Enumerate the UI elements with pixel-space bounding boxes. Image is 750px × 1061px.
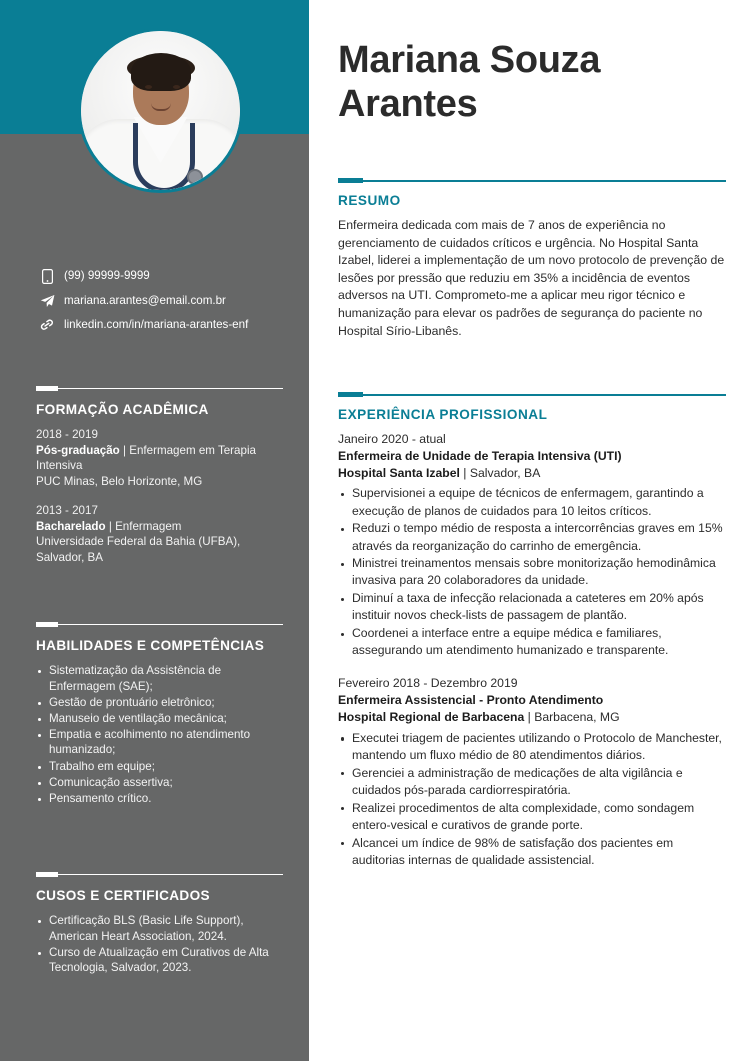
education-degree-line [36,443,283,474]
education-section [36,386,283,579]
experience-title: EXPERIÊNCIA PROFISSIONAL [338,407,548,422]
skills-section [36,622,283,807]
contact-linkedin-value: linkedin.com/in/mariana-arantes-enf [64,318,249,331]
contact-phone[interactable] [36,268,286,284]
section-divider [36,622,283,627]
job-separator: | [524,710,535,725]
main-content [313,0,750,1061]
job-date: Fevereiro 2018 - Dezembro 2019 [338,676,518,691]
section-divider [338,392,726,397]
contact-email[interactable] [36,293,286,308]
education-institution: Universidade Federal da Bahia (UFBA), Salvador, BA [36,535,241,564]
skills-list [36,663,283,806]
education-degree-line [36,519,283,535]
list-item: Curso de Atualização em Curativos de Alta Tecnologia, Salvador, 2023. [36,945,283,976]
list-item: Gerenciei a administração de medicações de alta vigilância e cuidados pós-parada cardiorrespiratória. [338,765,726,799]
education-item [36,427,283,489]
page-title: Mariana Souza Arantes [338,39,601,125]
education-separator: | [105,519,116,533]
education-date: 2013 - 2017 [36,504,98,517]
education-field: Enfermagem em Terapia Intensiva [36,443,256,472]
job-company-line [338,465,726,482]
list-item: Empatia e acolhimento no atendimento humanizado; [36,727,283,758]
list-item: Realizei procedimentos de alta complexidade, como sondagem entero-vesical e curativos de grande porte. [338,800,726,834]
education-date: 2018 - 2019 [36,428,98,441]
summary-section [338,178,726,340]
education-item [36,503,283,565]
avatar [78,28,243,193]
experience-job [338,431,726,659]
list-item: Trabalho em equipe; [36,759,283,775]
contact-phone-value: (99) 99999-9999 [64,269,150,282]
job-separator: | [459,465,470,480]
summary-title: RESUMO [338,193,401,208]
job-company-line [338,709,726,726]
list-item: Manuseio de ventilação mecânica; [36,711,283,727]
sidebar [0,0,309,1061]
job-company: Hospital Regional de Barbacena [338,710,525,725]
list-item: Reduzi o tempo médio de resposta a intercorrências graves em 15% através da reorganização do carrinho de emergência. [338,520,726,554]
list-item: Executei triagem de pacientes utilizando o Protocolo de Manchester, mantendo um fluxo médio de 80 atendimentos diários. [338,730,726,764]
list-item: Sistematização da Assistência de Enfermagem (SAE); [36,663,283,694]
job-bullet-list [338,485,726,659]
section-divider [36,872,283,877]
courses-section [36,872,283,976]
experience-section [338,392,726,885]
job-location: Barbacena, MG [534,710,620,725]
list-item: Pensamento crítico. [36,791,283,807]
list-item: Comunicação assertiva; [36,775,283,791]
job-company: Hospital Santa Izabel [338,465,460,480]
list-item: Certificação BLS (Basic Life Support), American Heart Association, 2024. [36,913,283,944]
education-separator: | [119,443,130,457]
list-item: Gestão de prontuário eletrônico; [36,695,283,711]
job-role: Enfermeira de Unidade de Terapia Intensiva (UTI) [338,448,622,463]
section-divider [338,178,726,183]
job-date: Janeiro 2020 - atual [338,432,446,446]
experience-job [338,675,726,869]
list-item: Supervisionei a equipe de técnicos de enfermagem, garantindo a execução de planos de cuidados para 10 leitos críticos. [338,485,726,519]
job-role: Enfermeira Assistencial - Pronto Atendimento [338,693,604,708]
contact-list [36,268,286,342]
courses-list [36,913,283,976]
education-field: Enfermagem [115,519,182,533]
education-title: FORMAÇÃO ACADÊMICA [36,402,209,417]
summary-text: Enfermeira dedicada com mais de 7 anos de experiência no gerenciamento de cuidados críticos e urgência. No Hospital Santa Izabel, liderei a implementação de um novo protocolo de prevenção de lesões por pressão que reduziu em 35% a incidência de eventos adversos na UTI. Comprometo-me a aplicar meu rigor técnico e humanização para elevar os padrões de segurança do paciente no Hospital Sírio-Libanês. [338,218,725,338]
list-item: Alcancei um índice de 98% de satisfação dos pacientes em auditorias internas de qualidade assistencial. [338,835,726,869]
skills-title: HABILIDADES E COMPETÊNCIAS [36,638,265,653]
profile-photo [81,31,240,190]
paper-plane-icon [36,293,58,308]
education-degree: Pós-graduação [36,443,120,457]
link-icon [36,317,58,333]
contact-email-value: mariana.arantes@email.com.br [64,294,226,307]
mobile-phone-icon [36,268,58,284]
section-divider [36,386,283,391]
list-item: Diminuí a taxa de infecção relacionada a cateteres em 20% após instituir novos check-lists de passagem de plantão. [338,590,726,624]
education-degree: Bacharelado [36,519,106,533]
job-location: Salvador, BA [469,465,541,480]
education-institution: PUC Minas, Belo Horizonte, MG [36,474,203,488]
list-item: Coordenei a interface entre a equipe médica e familiares, assegurando um atendimento humanizado e transparente. [338,625,726,659]
list-item: Ministrei treinamentos mensais sobre monitorização hemodinâmica invasiva para 20 colaboradores da unidade. [338,555,726,589]
courses-title: CUSOS E CERTIFICADOS [36,888,210,903]
contact-linkedin[interactable] [36,317,286,333]
job-bullet-list [338,730,726,869]
